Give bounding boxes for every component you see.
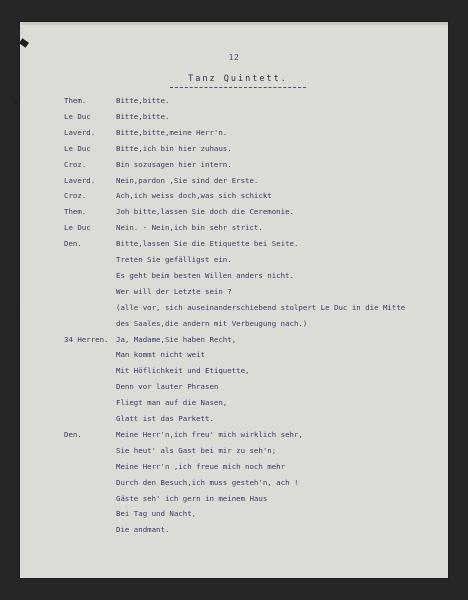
script-line: [20, 237, 448, 251]
script-line: [20, 428, 448, 442]
speaker-name: Le Duc: [64, 223, 91, 233]
speaker-name: Croz.: [64, 159, 87, 169]
dialogue-text: Bin sozusagen hier intern.: [116, 159, 232, 169]
dialogue-text: Ja, Madame,Sie haben Recht,: [116, 334, 237, 344]
script-line: [20, 189, 448, 203]
dialogue-text: Ach,ich weiss doch,was sich schickt: [116, 191, 272, 201]
sheet-edge-shadow: [22, 22, 448, 25]
dialogue-text: Wer will der Letzte sein ?: [116, 286, 232, 296]
dialogue-text: Meine Herr'n ,ich freue mich noch mehr: [116, 461, 286, 471]
script-line: [20, 269, 448, 283]
script-line: [20, 317, 448, 331]
script-line: [20, 476, 448, 490]
script-line: [20, 174, 448, 188]
script-line: [20, 253, 448, 267]
script-line: [20, 412, 448, 426]
dialogue-text: Denn vor lauter Phrasen: [116, 382, 219, 392]
page-number: 12: [228, 53, 240, 62]
dialogue-text: Bitte,bitte,meine Herr'n.: [116, 127, 228, 137]
dialogue-text: Man kommt nicht weit: [116, 350, 205, 360]
script-line: [20, 221, 448, 235]
speaker-name: 34 Herren.: [64, 334, 109, 344]
dialogue-text: Gäste seh' ich gern in meinem Haus: [116, 493, 268, 503]
script-line: [20, 507, 448, 521]
page-title: Tanz Quintett.: [188, 74, 288, 84]
dialogue-text: Es geht beim besten Willen anders nicht.: [116, 270, 294, 280]
script-line: [20, 444, 448, 458]
speaker-name: Them.: [64, 207, 87, 217]
speaker-name: Den.: [64, 239, 82, 249]
speaker-name: Laverd.: [64, 175, 96, 185]
dialogue-text: Durch den Besuch,ich muss gesteh'n, ach !: [116, 477, 299, 487]
dialogue-text: Bitte,bitte.: [116, 111, 170, 121]
document-page: [20, 22, 448, 578]
title-underline: [170, 87, 306, 88]
dialogue-text: Joh bitte,lassen Sie doch die Ceremonie.: [116, 207, 294, 217]
dialogue-text: Meine Herr'n,ich freu' mich wirklich sehr,: [116, 429, 303, 439]
dialogue-text: Bitte,ich bin hier zuhaus.: [116, 143, 232, 153]
dialogue-text: Fliegt man auf die Nasen,: [116, 398, 228, 408]
script-line: [20, 110, 448, 124]
dialogue-text: Mit Höflichkeit und Etiquette,: [116, 366, 250, 376]
dialogue-text: Bitte,lassen Sie die Etiquette bei Seite.: [116, 239, 299, 249]
script-line: [20, 205, 448, 219]
dialogue-text: (alle vor, sich auseinanderschiebend stolpert Le Duc in die Mitte: [116, 302, 406, 312]
speaker-name: Le Duc: [64, 111, 91, 121]
script-line: [20, 492, 448, 506]
script-line: [20, 94, 448, 108]
script-line: [20, 396, 448, 410]
speaker-name: Croz.: [64, 191, 87, 201]
dialogue-text: Treten Sie gefälligst ein.: [116, 255, 232, 264]
script-line: [20, 348, 448, 362]
dialogue-text: Nein,pardon ,Sie sind der Erste.: [116, 175, 259, 185]
script-line: [20, 142, 448, 156]
script-line: [20, 523, 448, 537]
dialogue-text: Bitte,bitte.: [116, 96, 170, 105]
dialogue-text: Glatt ist das Parkett.: [116, 414, 214, 423]
script-line: [20, 301, 448, 315]
script-line: [20, 126, 448, 140]
speaker-name: Le Duc: [64, 143, 91, 153]
speaker-name: Them.: [64, 96, 87, 105]
speaker-name: Laverd.: [64, 127, 96, 137]
speaker-name: Den.: [64, 429, 82, 439]
dialogue-text: Die andmant.: [116, 525, 170, 535]
dialogue-text: Nein. - Nein,ich bin sehr strict.: [116, 223, 263, 233]
script-line: [20, 158, 448, 172]
dialogue-text: Sie heut' als Gast bei mir zu seh'n;: [116, 445, 277, 455]
dialogue-text: des Saales,die andern mit Verbeugung nach.): [116, 318, 308, 328]
script-line: [20, 333, 448, 347]
script-line: [20, 380, 448, 394]
dialogue-text: Bei Tag und Nacht,: [116, 509, 197, 519]
script-line: [20, 285, 448, 299]
script-line: [20, 460, 448, 474]
script-line: [20, 364, 448, 378]
